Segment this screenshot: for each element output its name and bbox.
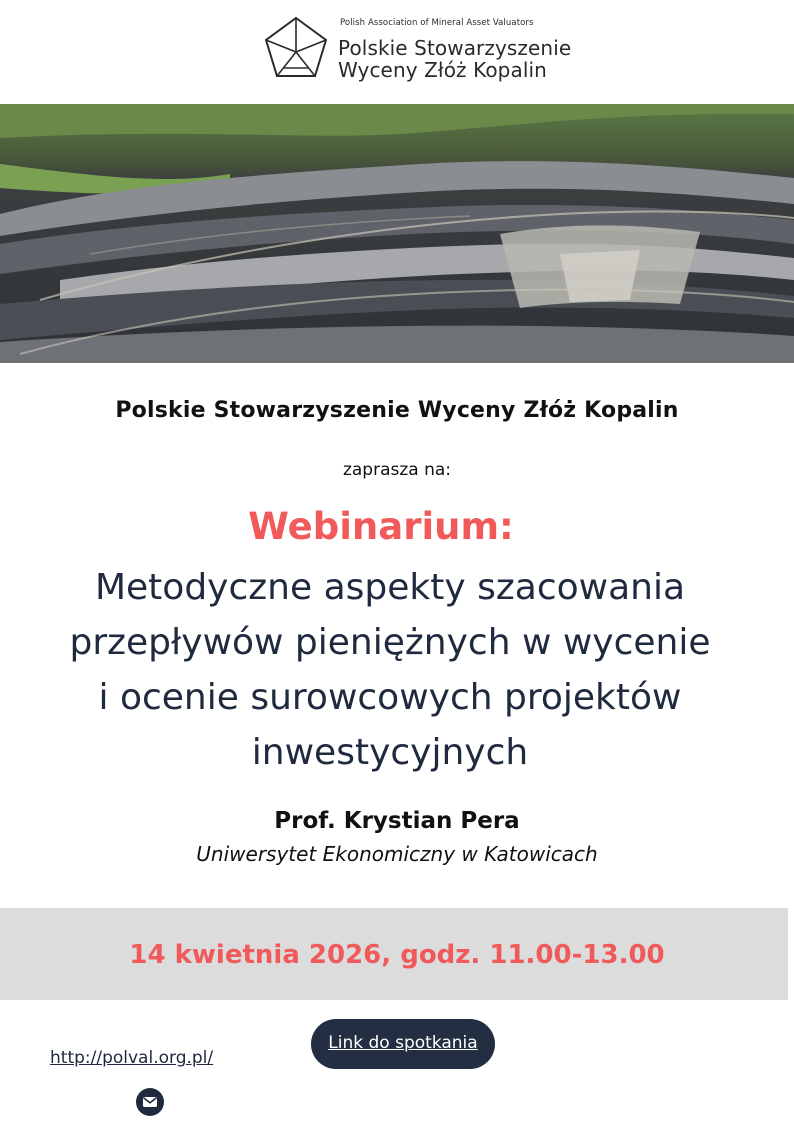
- webinar-title-line: inwestycyjnych: [251, 732, 529, 773]
- meeting-link-button[interactable]: Link do spotkania: [311, 1019, 495, 1069]
- speaker-affiliation: Uniwersytet Ekonomiczny w Katowicach: [196, 842, 598, 866]
- webinar-title-line: Metodyczne aspekty szacowania: [94, 567, 686, 608]
- webinar-title-line: przepływów pieniężnych w wycenie: [69, 622, 711, 663]
- logo-name-line2: Wyceny Złóż Kopalin: [338, 58, 547, 82]
- invite-text: zaprasza na:: [342, 460, 452, 480]
- event-date-time: 14 kwietnia 2026, godz. 11.00-13.00: [129, 940, 665, 970]
- webinar-title-line: i ocenie surowcowych projektów: [98, 677, 682, 718]
- organization-heading: Polskie Stowarzyszenie Wyceny Złóż Kopalin: [115, 398, 679, 423]
- date-band: [0, 908, 788, 1000]
- open-pit-mine-photo: [0, 104, 794, 363]
- mail-icon[interactable]: [136, 1088, 164, 1116]
- logo-name-line1: Polskie Stowarzyszenie: [338, 36, 572, 60]
- pentagon-logo-icon: [264, 16, 328, 78]
- webinar-title: [20, 560, 760, 780]
- speaker-name: Prof. Krystian Pera: [274, 808, 520, 834]
- website-link[interactable]: http://polval.org.pl/: [50, 1048, 214, 1068]
- header: [0, 0, 794, 104]
- logo-subtitle: Polish Association of Mineral Asset Valuators: [340, 18, 534, 28]
- webinar-label: Webinarium:: [248, 505, 514, 548]
